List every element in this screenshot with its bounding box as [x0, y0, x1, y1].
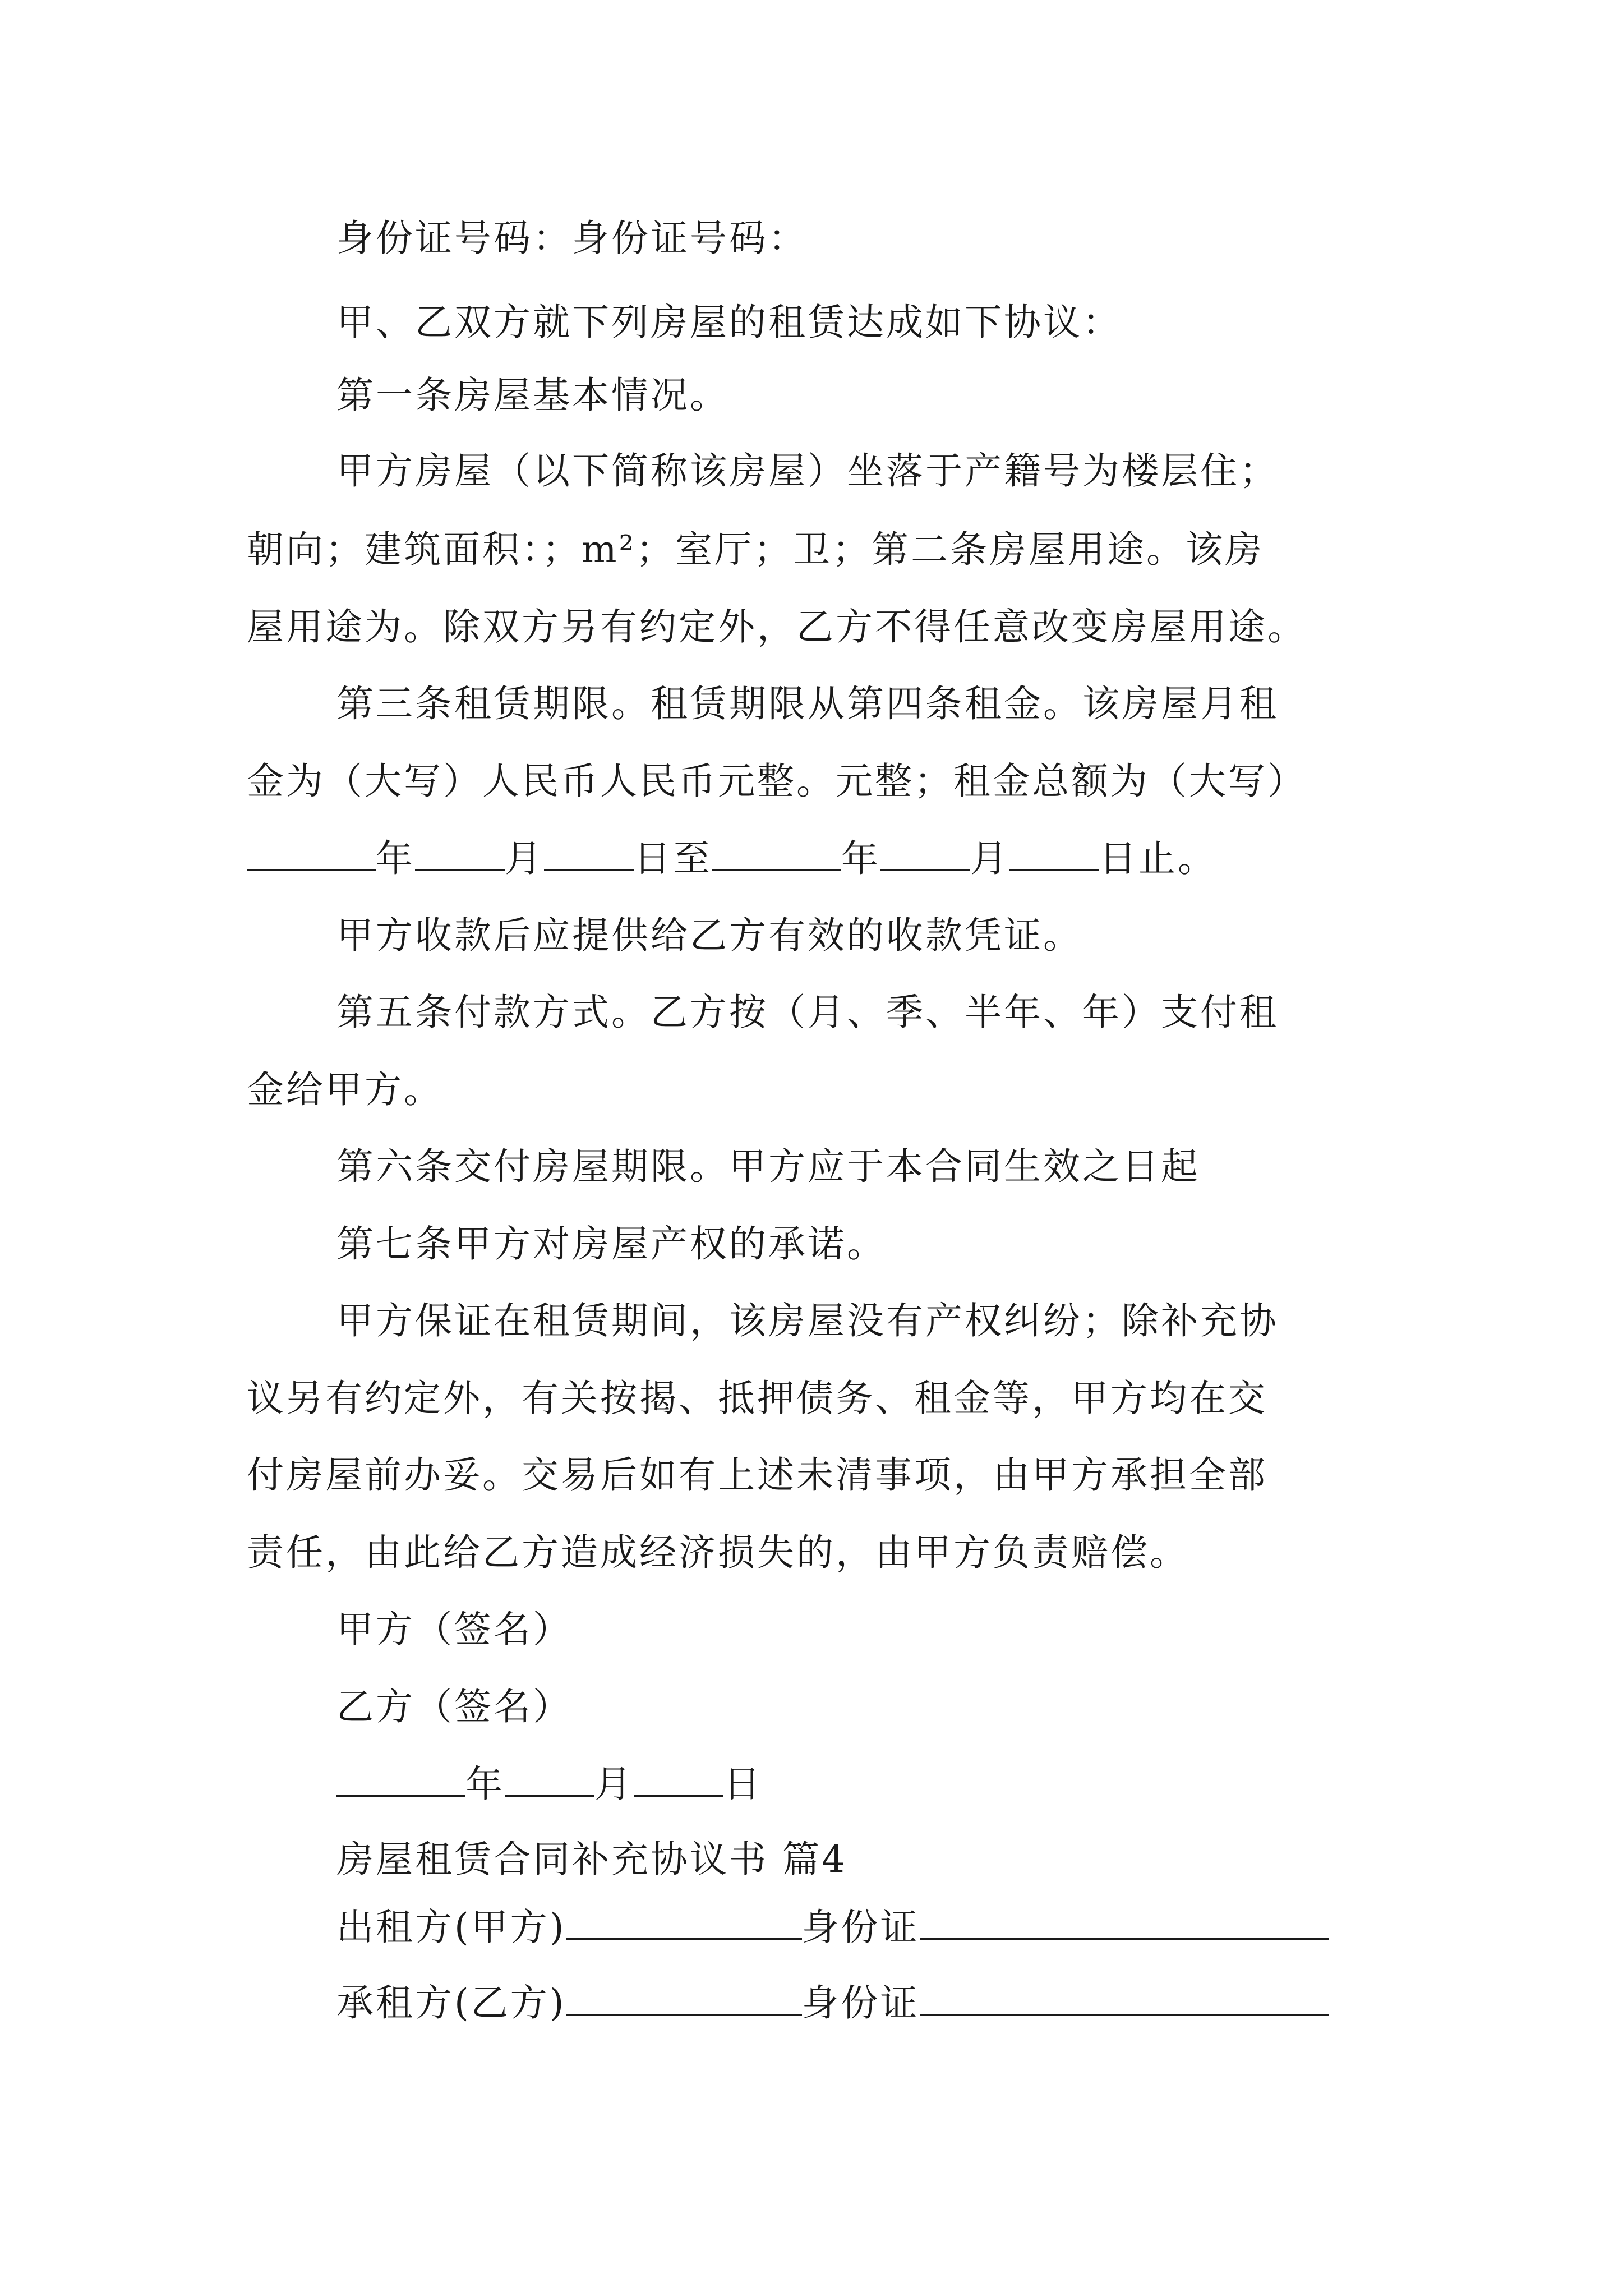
lessor-label: 出租方(甲方): [336, 1906, 566, 1949]
sign-year-label: 年: [465, 1763, 505, 1806]
blank-sign-month: [505, 1761, 594, 1797]
lessor-line: [336, 1904, 1329, 1950]
day-to-label: 日至: [634, 837, 712, 880]
year-label: 年: [376, 837, 415, 880]
blank-year-end: [712, 836, 841, 871]
sign-day-label: 日: [723, 1763, 763, 1806]
blank-day-start: [544, 836, 634, 871]
blank-month-start: [415, 836, 505, 871]
blank-sign-day: [634, 1761, 723, 1797]
blank-year-start: [247, 836, 376, 871]
article-1-text-line-2: 朝向；建筑面积：；m²；室厅；卫；第二条房屋用途。该房: [247, 528, 1265, 571]
article-6-line: 第六条交付房屋期限。甲方应于本合同生效之日起: [336, 1145, 1200, 1188]
article-5-line-1: 第五条付款方式。乙方按（月、季、半年、年）支付租: [336, 991, 1279, 1034]
article-7-text-line-4: 责任，由此给乙方造成经济损失的，由甲方负责赔偿。: [247, 1531, 1189, 1574]
article-5-line-2: 金给甲方。: [247, 1068, 443, 1111]
article-1-text-line-1: 甲方房屋（以下简称该房屋）坐落于产籍号为楼层住；: [336, 449, 1279, 493]
blank-day-end: [1009, 836, 1099, 871]
article-2-text-line: 屋用途为。除双方另有约定外，乙方不得任意改变房屋用途。: [247, 605, 1307, 648]
article-7-text-line-2: 议另有约定外，有关按揭、抵押债务、租金等，甲方均在交: [247, 1377, 1267, 1420]
sign-month-label: 月: [594, 1763, 634, 1806]
blank-sign-year: [336, 1761, 465, 1797]
month-label: 月: [505, 837, 544, 880]
article-7-heading: 第七条甲方对房屋产权的承诺。: [336, 1222, 886, 1266]
signature-date-line: [336, 1761, 763, 1807]
party-b-signature: 乙方（签名）: [336, 1685, 572, 1728]
article-1-heading: 第一条房屋基本情况。: [336, 374, 729, 417]
blank-lessor-id: [920, 1904, 1329, 1940]
day-end-label: 日止。: [1099, 837, 1217, 880]
id-number-line: 身份证号码：身份证号码：: [336, 217, 808, 260]
month-end-label: 月: [970, 837, 1009, 880]
party-a-signature: 甲方（签名）: [336, 1608, 572, 1651]
article-3-text-line-1: 第三条租赁期限。租赁期限从第四条租金。该房屋月租: [336, 682, 1279, 725]
article-7-text-line-1: 甲方保证在租赁期间，该房屋没有产权纠纷；除补充协: [336, 1299, 1279, 1342]
article-4-text-line: 金为（大写）人民币人民币元整。元整；租金总额为（大写）: [247, 760, 1307, 803]
lessee-label: 承租方(乙方): [336, 1981, 566, 2024]
receipt-line: 甲方收款后应提供给乙方有效的收款凭证。: [336, 914, 1082, 957]
lessor-id-label: 身份证: [801, 1906, 920, 1949]
section-heading: 房屋租赁合同补充协议书 篇4: [336, 1838, 847, 1881]
blank-lessor-name: [566, 1904, 802, 1940]
blank-month-end: [880, 836, 970, 871]
lessee-id-label: 身份证: [801, 1981, 920, 2024]
article-7-text-line-3: 付房屋前办妥。交易后如有上述未清事项，由甲方承担全部: [247, 1453, 1267, 1497]
lessee-line: [336, 1980, 1329, 2026]
year-end-label: 年: [841, 837, 880, 880]
agreement-intro: 甲、乙双方就下列房屋的租赁达成如下协议：: [336, 301, 1122, 344]
lease-period-line: [247, 836, 1217, 881]
blank-lessee-id: [920, 1980, 1329, 2016]
blank-lessee-name: [566, 1980, 802, 2016]
